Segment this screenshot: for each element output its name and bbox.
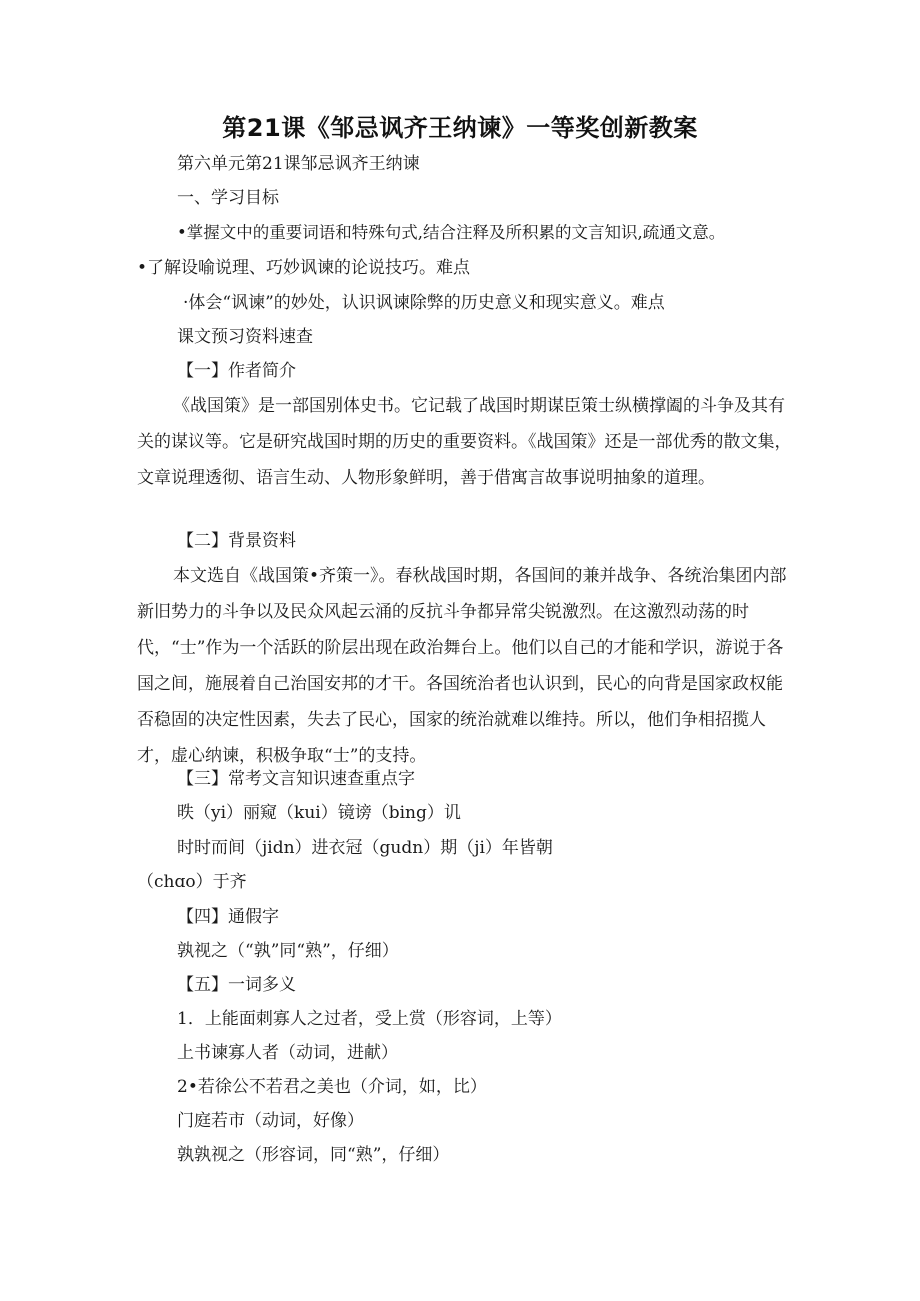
background-text: 本文选自《战国策•齐策一》。春秋战国时期，各国间的兼并战争、各统治集团内部新旧势力的斗争以及民众风起云涌的反抗斗争都异常尖锐激烈。在这激烈动荡的时代，“士”作为一个活跃的阶层出现在政治舞台上。他们以自己的才能和学识，游说于各国之间，施展着自己治国安邦的才干。各国统治者也认识到，民心的向背是国家政权能否稳固的决定性因素，失去了民心，国家的统治就难以维持。所以，他们争相招揽人才，虚心纳谏，积极争取“士”的支持。 xyxy=(137,566,787,766)
section-background-heading: 【二】背景资料 xyxy=(177,531,296,551)
goal-item-3: ·体会“讽谏”的妙处，认识讽谏除弊的历史意义和现实意义。难点 xyxy=(183,293,665,313)
author-intro-text: 《战国策》是一部国别体史书。它记载了战国时期谋臣策士纵横撑阖的斗争及其有关的谋议等。它是研究战国时期的历史的重要资料。《战国策》还是一部优秀的散文集，文章说理透彻、语言生动、人物形象鲜明，善于借寓言故事说明抽象的道理。 xyxy=(137,396,792,488)
preview-heading: 课文预习资料速查 xyxy=(177,327,313,347)
document-title: 第21课《邹忌讽齐王纳谏》一等奖创新教案 xyxy=(222,114,698,142)
background-paragraph xyxy=(137,558,793,774)
polysemy-line-2: 上书谏寡人者（动词，进献） xyxy=(177,1043,398,1063)
polysemy-line-5: 孰孰视之（形容词，同“熟”，仔细） xyxy=(177,1145,450,1165)
vocab-line-2: 时时而间（jidn）进衣冠（gudn）期（ji）年皆朝 xyxy=(177,838,553,858)
polysemy-line-3: 2•若徐公不若君之美也（介词，如，比） xyxy=(177,1077,487,1097)
section-author-heading: 【一】作者简介 xyxy=(177,361,296,381)
goal-item-2: •了解设喻说理、巧妙讽谏的论说技巧。难点 xyxy=(137,258,471,278)
polysemy-line-4: 门庭若市（动词，好像） xyxy=(177,1111,364,1131)
polysemy-line-1: 1．上能面刺寡人之过者，受上赏（形容词，上等） xyxy=(177,1009,562,1029)
goal-item-1: •掌握文中的重要词语和特殊句式,结合注释及所积累的文言知识,疏通文意。 xyxy=(177,223,726,242)
section-polysemy-heading: 【五】一词多义 xyxy=(177,975,296,995)
section-tongjia-heading: 【四】通假字 xyxy=(177,907,279,927)
goals-heading: 一、学习目标 xyxy=(177,188,279,208)
vocab-line-3: （chɑo）于齐 xyxy=(137,872,247,892)
section-vocab-heading: 【三】常考文言知识速查重点字 xyxy=(177,769,415,789)
vocab-line-1: 昳（yi）丽窥（kui）镜谤（bing）讥 xyxy=(177,803,461,823)
author-intro-paragraph xyxy=(137,388,793,496)
tongjia-line-1: 孰视之（“孰”同“熟”，仔细） xyxy=(177,941,399,961)
unit-line: 第六单元第21课邹忌讽齐王纳谏 xyxy=(177,154,420,174)
